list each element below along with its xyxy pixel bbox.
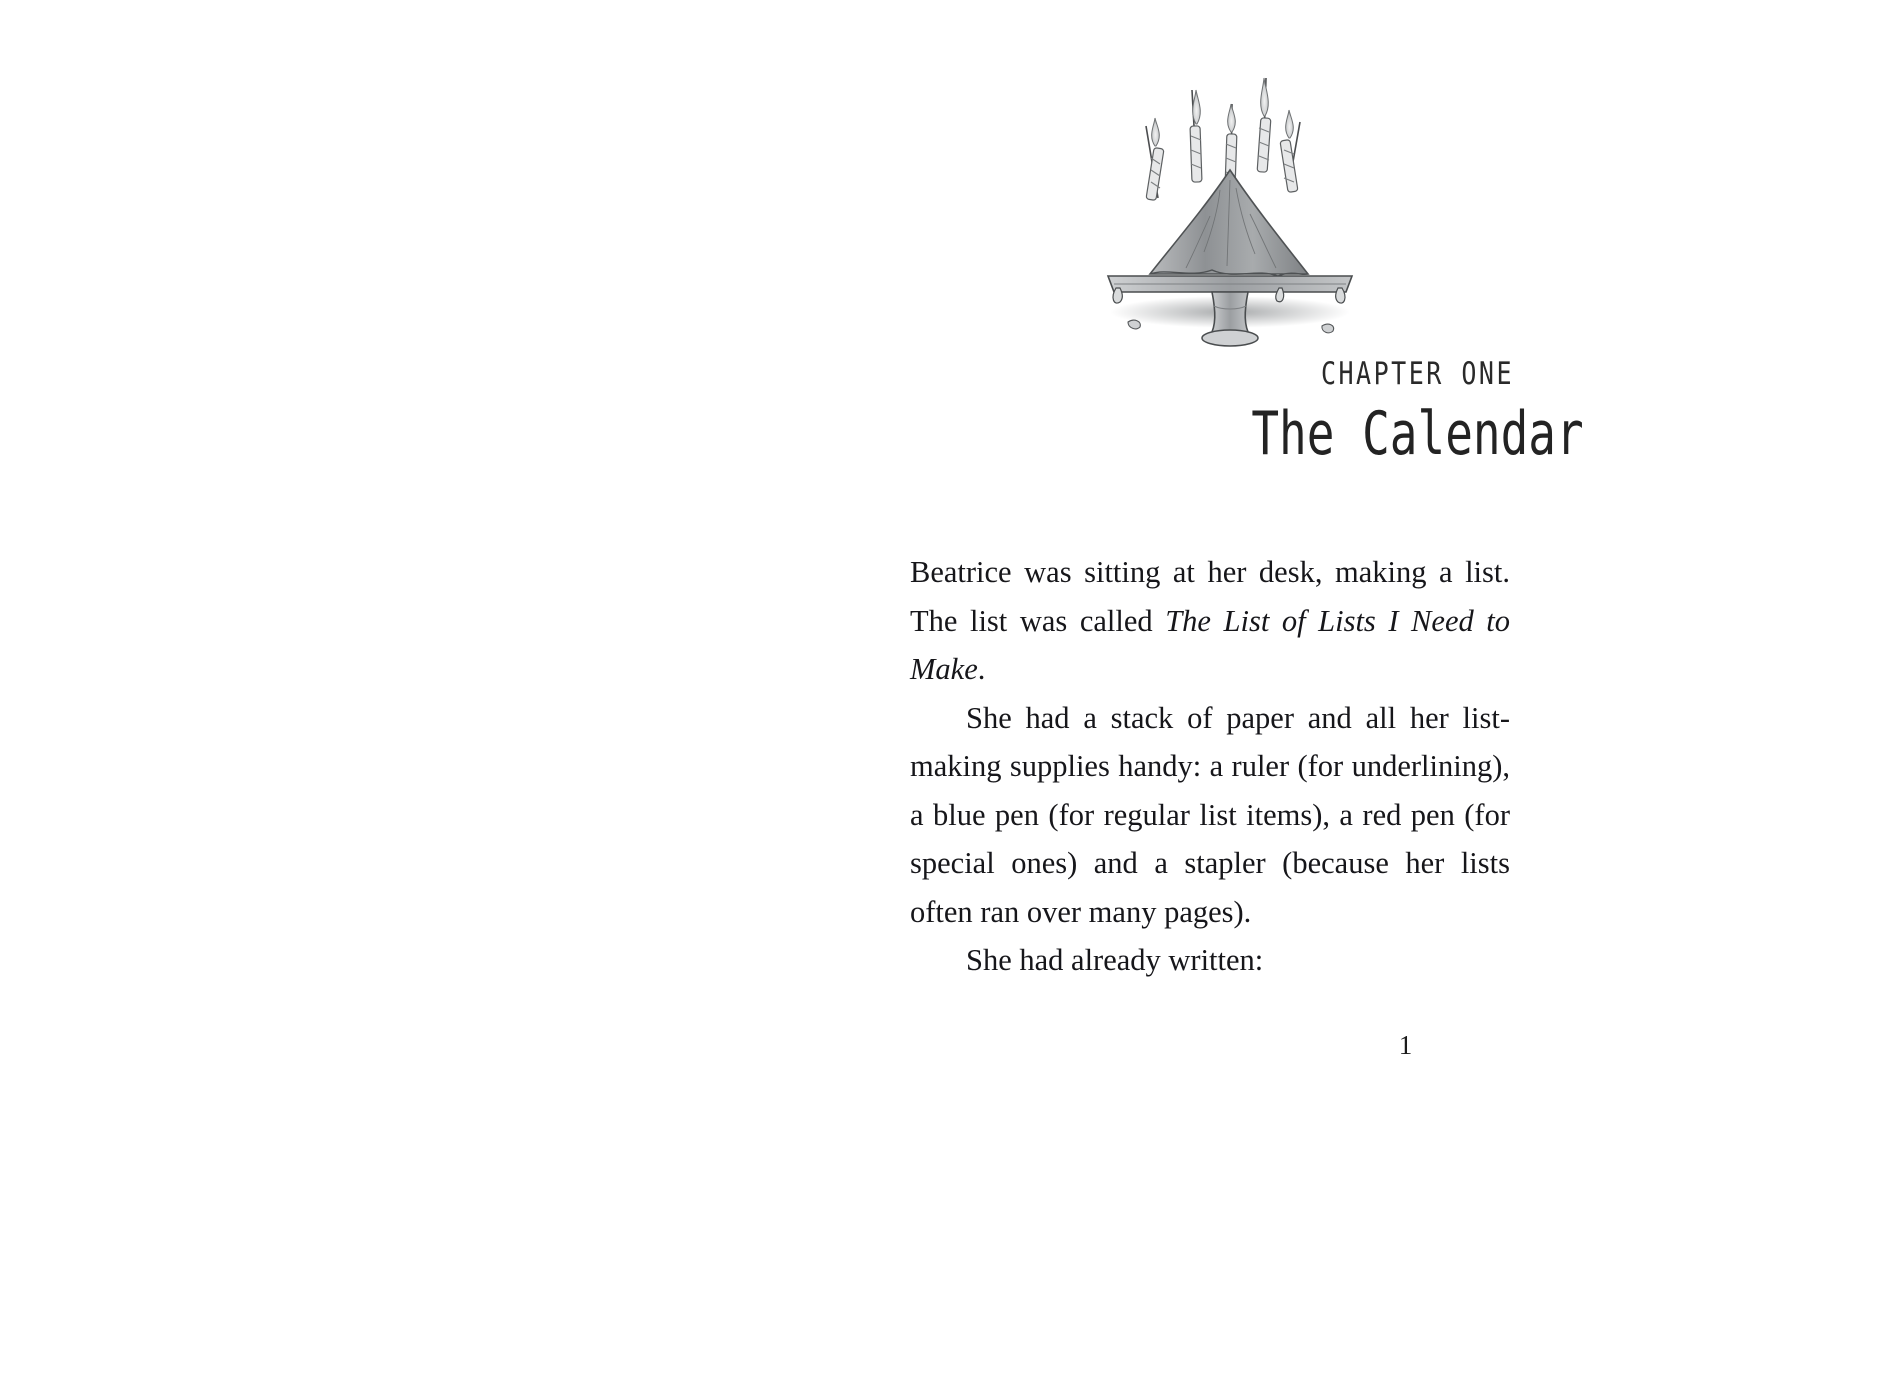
body-paragraph (910, 936, 1510, 985)
text-run: She had already written: (966, 943, 1264, 977)
body-paragraph (910, 548, 1510, 694)
birthday-cake-on-stand-illustration (1050, 30, 1410, 350)
right-chapter-page (910, 0, 1890, 1373)
text-run: Beatrice was sitting at her desk, making a list. The list was called (910, 555, 1510, 638)
body-paragraph (910, 694, 1510, 937)
text-run: She had a stack of paper and all her list-making supplies handy: a ruler (for underlining), a blue pen (for regular list items), a red pen (for special ones) and a stapler (because her lists often ran over many pages). (910, 700, 1510, 929)
chapter-body-text (910, 548, 1510, 985)
text-run: . (977, 652, 986, 686)
chapter-label: CHAPTER ONE (1320, 355, 1515, 392)
italic-title-run: The List of Lists I Need to Make (910, 603, 1511, 686)
page-number (945, 1030, 1890, 1061)
page-number-value: 1 (1398, 1030, 1413, 1060)
chapter-title: The Calendar (1251, 398, 1584, 469)
